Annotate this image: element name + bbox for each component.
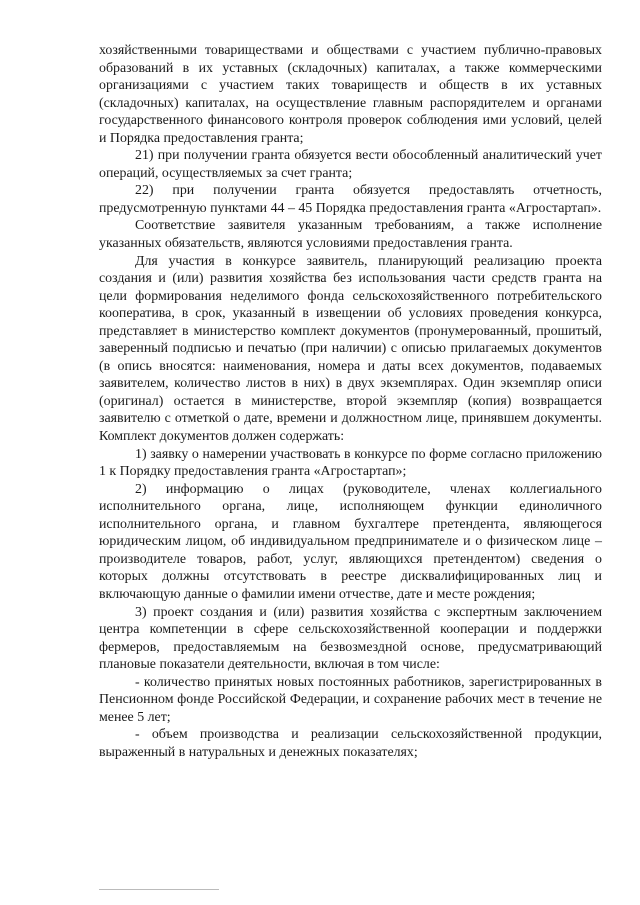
paragraph-doc-item-2: 2) информацию о лицах (руководителе, членах коллегиального исполнительного органа, лице, исполняющем функции единоличного исполнительного органа, и главном бухгалтере претендента, являющегося юридическим лицом, об индивидуальном предпринимателе и о физическом лице – производителе товаров, работ, услуг, являющихся претендентом) сведения о которых должны отсутствовать в реестре дисквалифицированных лиц и включающую данные о фамилии имени отчестве, дате и месте рождения; [99, 481, 602, 602]
footnote-divider [99, 889, 219, 890]
paragraph-item-21: 21) при получении гранта обязуется вести обособленный аналитический учет операций, осуществляемых за счет гранта; [99, 148, 602, 181]
paragraph-bullet-employees: - количество принятых новых постоянных работников, зарегистрированных в Пенсионном фонде Российской Федерации, и сохранение рабочих мест в течение не менее 5 лет; [99, 674, 602, 725]
paragraph-conditions: Соответствие заявителя указанным требованиям, а также исполнение указанных обязательств, являются условиями предоставления гранта. [99, 218, 602, 252]
paragraph-contest-participation: Для участия в конкурсе заявитель, планирующий реализацию проекта создания и (или) развития хозяйства без использования части средств гранта на цели формирования неделимого фонда сельскохозяйственного потребительского кооператива, в срок, указанный в извещении об условиях проведения конкурса, представляет в министерство комплект документов (пронумерованный, прошитый, заверенный подписью и печатью (при наличии) с описью прилагаемых документов (в опись вносятся: наименования, номера и даты всех документов, подаваемых заявителем, количество листов в них) в двух экземплярах. Один экземпляр описи (оригинал) остается в министерстве, второй экземпляр (копия) возвращается заявителю с отметкой о дате, времени и должностном лице, принявшем документы. Комплект документов должен содержать: [99, 253, 602, 445]
paragraph-doc-item-1: 1) заявку о намерении участвовать в конкурсе по форме согласно приложению 1 к Порядку предоставления гранта «Агростартап»; [99, 446, 602, 480]
paragraph-bullet-production: - объем производства и реализации сельскохозяйственной продукции, выраженный в натуральных и денежных показателях; [99, 727, 602, 760]
paragraph-doc-item-3: 3) проект создания и (или) развития хозяйства с экспертным заключением центра компетенции в сфере сельскохозяйственной кооперации и поддержки фермеров, предоставляемым на безвозмездной основе, предусматривающий плановые показатели деятельности, включая в том числе: [99, 604, 602, 673]
paragraph-item-22: 22) при получении гранта обязуется предоставлять отчетность, предусмотренную пунктами 44 – 45 Порядка предоставления гранта «Агростартап». [99, 183, 602, 216]
paragraph-access-for-inspections: хозяйственными товариществами и обществами с участием публично-правовых образований в их уставных (складочных) капиталах, а также коммерческими организациями с участием таких товариществ и обществ в их уставных (складочных) капиталах, на осуществление главным распорядителем и органами государственного финансового контроля проверок соблюдения ими условий, целей и Порядка предоставления гранта; [99, 43, 602, 146]
